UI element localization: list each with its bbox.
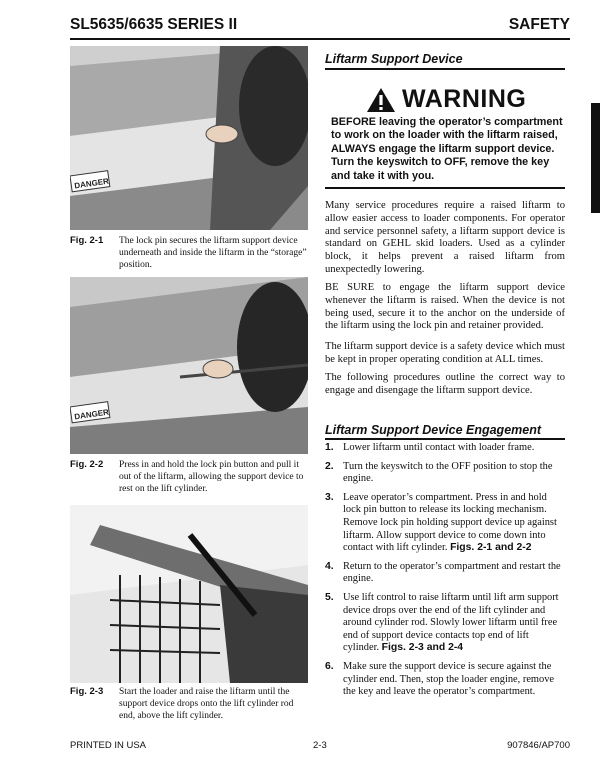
footer-printed: PRINTED IN USA: [70, 740, 147, 751]
figure-caption-text: Start the loader and raise the liftarm until the support device drops onto the lift cylinder rod end, above the lift cylinder.: [119, 687, 294, 721]
figure-caption-text: Press in and hold the lock pin button and pull it out of the liftarm, allowing the support device to rest on the lift cylinder.: [119, 460, 304, 494]
warning-word: WARNING: [402, 85, 527, 113]
paragraph-be-sure: BE SURE to engage the liftarm support device whenever the liftarm is raised. When the device is not being used, secure it to the anchor on the underside of the liftarm using the lock pin and retainer provided.: [325, 282, 565, 332]
danger-decal-1: DANGER: [73, 176, 110, 191]
engagement-steps: [325, 442, 565, 705]
warning-text: BEFORE leaving the operator’s compartment to work on the loader with the liftarm raised, ALWAYS engage the liftarm support device. Turn the keyswitch to OFF, remove the key and take it with you.: [331, 116, 563, 182]
section-rule: [325, 438, 565, 440]
warning-triangle-icon: [366, 87, 396, 113]
list-item: 2. Turn the keyswitch to the OFF position to stop the engine.: [325, 460, 553, 485]
section-title-engagement: Liftarm Support Device Engagement: [325, 423, 542, 437]
paragraph-safety-device: The liftarm support device is a safety device which must be kept in proper operating condition at ALL times.: [325, 341, 565, 365]
list-item: 5. Use lift control to raise liftarm until lift arm support device drops over the end of the lift cylinder and around cylinder rod. Slowly lower liftarm until free end of support device contacts top end of lift cylinder. Figs. 2-3 and 2-4: [325, 591, 559, 654]
figure-reference: Figs. 2-1 and 2-2: [450, 542, 532, 554]
figure-label: Fig. 2-3: [70, 686, 104, 697]
list-item: 3. Leave operator’s compartment. Press in and hold lock pin button to release its locking mechanism. Remove lock pin holding support device up against liftarm. Allow support device to come down into contact with lift cylinder. Figs. 2-1 and 2-2: [325, 491, 557, 554]
section-title-liftarm-support: Liftarm Support Device: [325, 52, 463, 66]
list-item: 1. Lower liftarm until contact with loader frame.: [325, 442, 535, 453]
section-thumb-tab: [591, 103, 600, 213]
document-number: 907846/AP700: [507, 740, 570, 751]
figure-reference: Figs. 2-3 and 2-4: [381, 642, 464, 654]
list-item: 6. Make sure the support device is secure against the cylinder end. Then, stop the loader engine, remove the key and leave the operator’s compartment.: [325, 660, 555, 698]
figure-label: Fig. 2-2: [70, 459, 104, 470]
list-item: 4. Return to the operator’s compartment and restart the engine.: [325, 560, 561, 585]
figure-2-1-photo: [70, 46, 308, 230]
warning-rule: [325, 187, 565, 189]
paragraph-procedures: The following procedures outline the correct way to engage and disengage the liftarm support device.: [325, 372, 565, 396]
header-rule: [70, 38, 570, 40]
chapter-title: SAFETY: [508, 16, 570, 33]
danger-decal-2: DANGER: [73, 407, 110, 422]
manual-series-title: SL5635/6635 SERIES II: [70, 16, 238, 33]
figure-caption-text: The lock pin secures the liftarm support device underneath and inside the liftarm in the “storage” position.: [119, 236, 307, 270]
section-rule: [325, 68, 565, 70]
figure-label: Fig. 2-1: [70, 235, 104, 246]
figure-2-3-photo: [70, 505, 308, 683]
page-number: 2-3: [313, 740, 327, 751]
paragraph-intro: Many service procedures require a raised liftarm to allow easier access to loader components. For operator and service personnel safety, a liftarm support device is standard on GEHL skid loaders. Used as a cylinder block, it helps prevent a raised liftarm from unexpectedly lowering.: [325, 200, 565, 275]
warning-heading: [366, 85, 526, 114]
figure-2-2-photo: [70, 277, 308, 454]
